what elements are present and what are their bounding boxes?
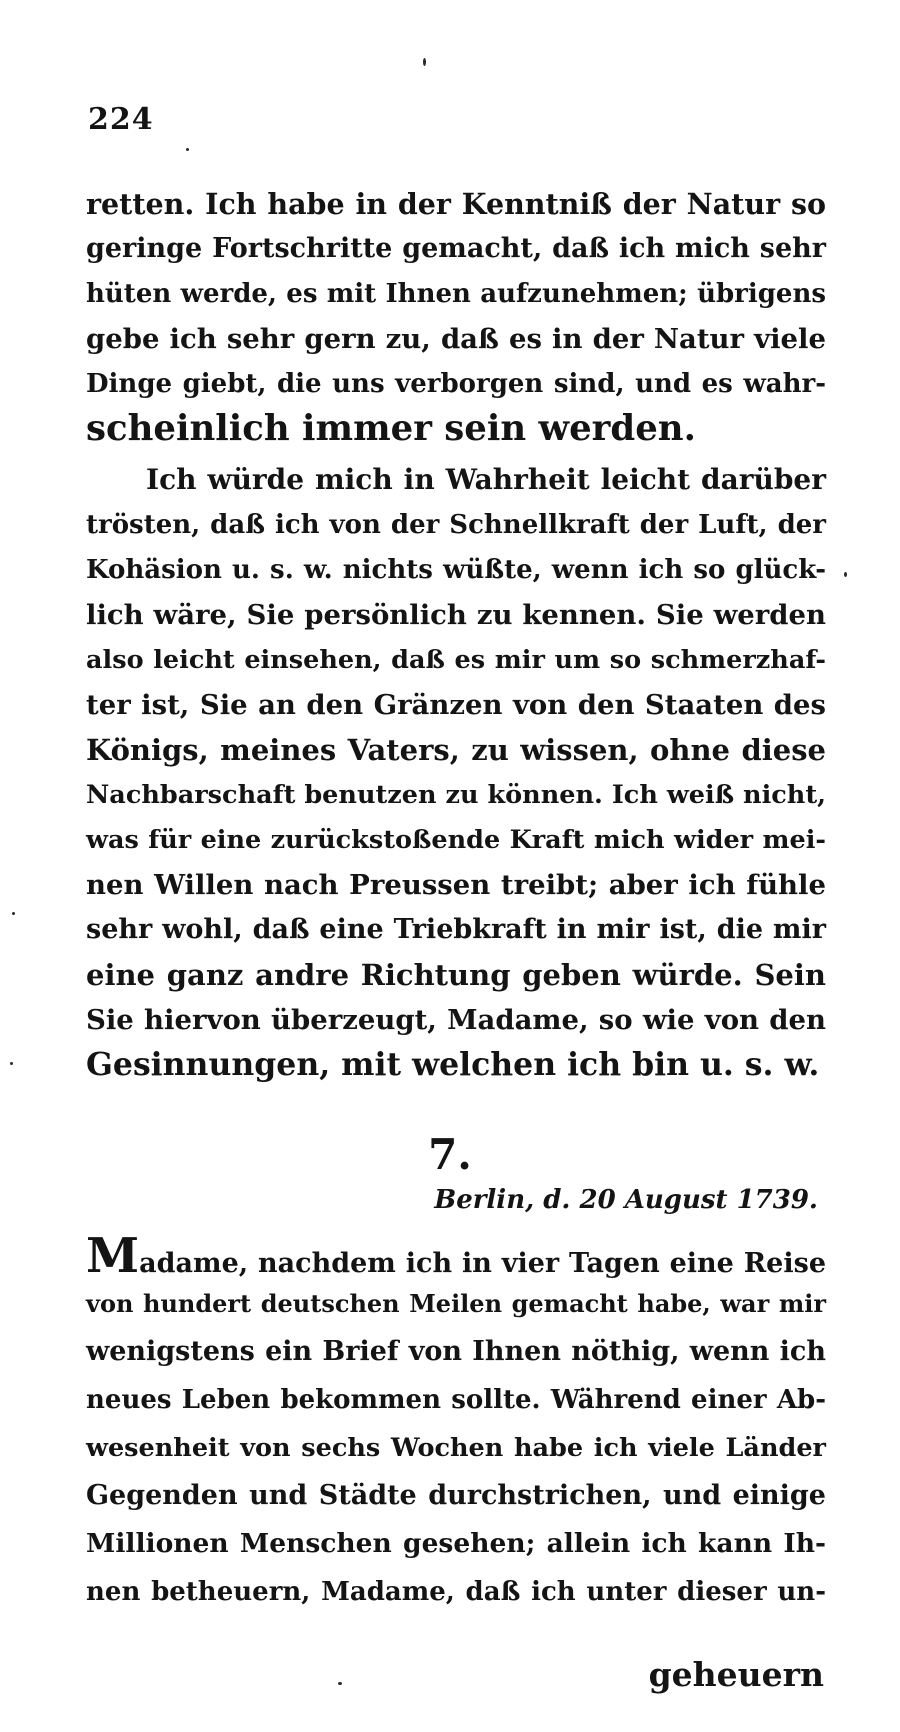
text-line: Königs, meines Vaters, zu wissen, ohne diese [86, 733, 826, 767]
ink-speck [423, 58, 426, 66]
text-line: neues Leben bekommen sollte. Während einer Ab- [86, 1385, 826, 1415]
text-line: von hundert deutschen Meilen gemacht habe, war mir [86, 1289, 826, 1318]
text-line: eine ganz andre Richtung geben würde. Sein [86, 958, 826, 992]
text-line: also leicht einsehen, daß es mir um so schmerzhaf- [86, 645, 826, 675]
first-line-text: adame, nachdem ich in vier Tagen eine Reise [139, 1248, 826, 1279]
text-line: Gesinnungen, mit welchen ich bin u. s. w. [86, 1046, 820, 1083]
text-line: Kohäsion u. s. w. nichts wüßte, wenn ich so glück- [86, 555, 826, 585]
text-line: Ich würde mich in Wahrheit leicht darüber [146, 463, 826, 496]
text-line: Dinge giebt, die uns verborgen sind, und es wahr- [86, 369, 826, 399]
catchword: geheuern [648, 1655, 824, 1694]
text-line: geringe Fortschritte gemacht, daß ich mich sehr [86, 233, 826, 264]
page-number: 224 [88, 102, 154, 137]
text-line: nen betheuern, Madame, daß ich unter dieser un- [86, 1577, 826, 1607]
drop-cap: M [86, 1228, 140, 1284]
text-line: was für eine zurückstoßende Kraft mich wider mei- [86, 825, 826, 855]
text-line: ter ist, Sie an den Gränzen von den Staaten des [86, 689, 826, 721]
text-line: Sie hiervon überzeugt, Madame, so wie von den [86, 1004, 826, 1036]
text-line: sehr wohl, daß eine Triebkraft in mir ist, die mir [86, 914, 826, 945]
text-line: lich wäre, Sie persönlich zu kennen. Sie werden [86, 599, 826, 631]
text-line [86, 1228, 826, 1284]
text-line: nen Willen nach Preussen treibt; aber ich fühle [86, 869, 826, 901]
dateline: Berlin, d. 20 August 1739. [434, 1185, 818, 1215]
ink-speck [10, 1062, 13, 1065]
text-line: hüten werde, es mit Ihnen aufzunehmen; übrigens [86, 279, 826, 309]
text-line: retten. Ich habe in der Kenntniß der Natur so [86, 187, 826, 221]
ink-speck [338, 1682, 342, 1685]
text-line: trösten, daß ich von der Schnellkraft der Luft, der [86, 510, 826, 540]
ink-speck [186, 148, 189, 151]
text-line: Nachbarschaft benutzen zu können. Ich weiß nicht, [86, 780, 826, 810]
text-line: wesenheit von sechs Wochen habe ich viele Länder [86, 1433, 826, 1463]
text-line: wenigstens ein Brief von Ihnen nöthig, wenn ich [86, 1336, 826, 1367]
text-line: Millionen Menschen gesehen; allein ich kann Ih- [86, 1528, 826, 1559]
ink-speck [844, 572, 847, 577]
text-line: Gegenden und Städte durchstrichen, und einige [86, 1480, 826, 1511]
text-line: scheinlich immer sein werden. [86, 408, 696, 449]
letter-number: 7. [428, 1130, 472, 1179]
ink-speck [12, 912, 15, 915]
text-line: gebe ich sehr gern zu, daß es in der Natur viele [86, 323, 826, 355]
